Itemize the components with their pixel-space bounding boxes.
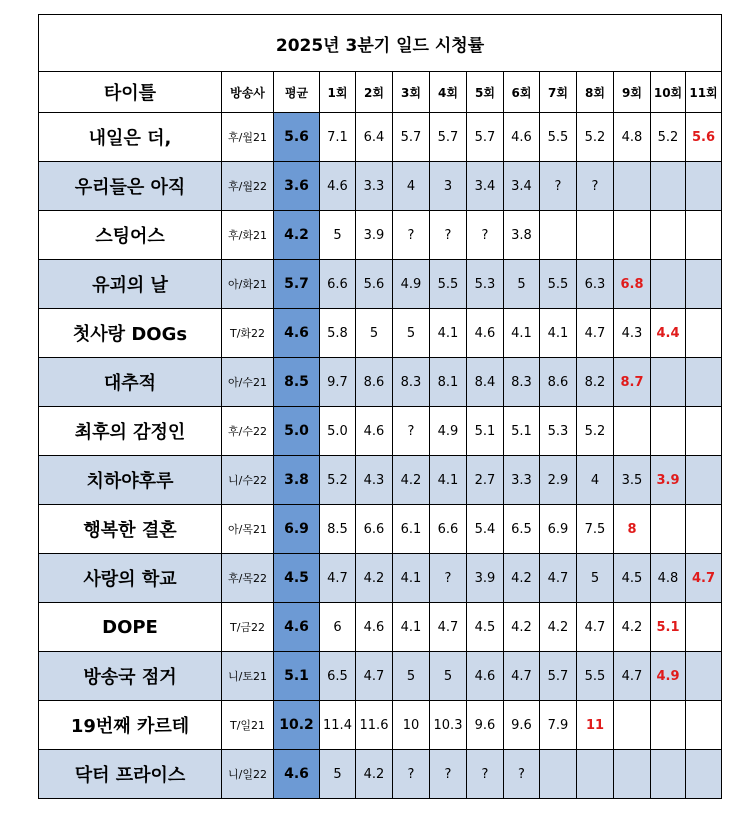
episode-rating-cell: 4.7 <box>320 554 356 603</box>
episode-rating-cell: 3.8 <box>504 211 540 260</box>
ratings-table <box>38 14 722 799</box>
episode-rating-cell: 5.7 <box>467 113 504 162</box>
broadcaster-cell: T/일21 <box>222 701 274 750</box>
episode-rating-cell: 6 <box>320 603 356 652</box>
episode-rating-cell <box>686 358 722 407</box>
episode-rating-cell: 4.2 <box>393 456 430 505</box>
episode-rating-cell: 5.7 <box>393 113 430 162</box>
episode-rating-cell <box>651 407 686 456</box>
episode-rating-cell <box>577 211 614 260</box>
broadcaster-cell: 아/목21 <box>222 505 274 554</box>
episode-rating-cell: 3.3 <box>504 456 540 505</box>
header-broadcaster: 방송사 <box>222 72 274 113</box>
episode-rating-cell: 9.7 <box>320 358 356 407</box>
episode-rating-cell: 5.5 <box>540 260 577 309</box>
episode-rating-cell: 6.6 <box>320 260 356 309</box>
header-episode: 7회 <box>540 72 577 113</box>
episode-rating-cell: 9.6 <box>504 701 540 750</box>
drama-title: 19번째 카르테 <box>39 701 222 750</box>
drama-title: 스팅어스 <box>39 211 222 260</box>
episode-rating-cell: 3 <box>430 162 467 211</box>
episode-rating-cell: 7.1 <box>320 113 356 162</box>
episode-rating-cell <box>614 211 651 260</box>
episode-rating-cell: 4.1 <box>393 603 430 652</box>
episode-rating-cell: 5.3 <box>467 260 504 309</box>
table-row <box>39 554 722 603</box>
episode-rating-cell: 4.7 <box>430 603 467 652</box>
episode-rating-cell: 4.9 <box>430 407 467 456</box>
broadcaster-cell: 니/일22 <box>222 750 274 799</box>
episode-rating-cell <box>540 750 577 799</box>
episode-rating-cell <box>577 750 614 799</box>
header-episode: 9회 <box>614 72 651 113</box>
episode-rating-cell <box>686 603 722 652</box>
episode-rating-cell: 4.6 <box>320 162 356 211</box>
episode-rating-cell: ? <box>467 750 504 799</box>
header-average: 평균 <box>274 72 320 113</box>
average-cell: 4.2 <box>274 211 320 260</box>
average-cell: 10.2 <box>274 701 320 750</box>
episode-rating-cell: 4.2 <box>540 603 577 652</box>
episode-rating-cell <box>651 211 686 260</box>
episode-rating-cell <box>651 701 686 750</box>
broadcaster-cell: 아/화21 <box>222 260 274 309</box>
episode-rating-cell: 7.5 <box>577 505 614 554</box>
episode-rating-cell <box>540 211 577 260</box>
episode-rating-cell: ? <box>393 750 430 799</box>
episode-rating-cell: 3.4 <box>467 162 504 211</box>
header-episode: 1회 <box>320 72 356 113</box>
table-row <box>39 652 722 701</box>
broadcaster-cell: 후/월21 <box>222 113 274 162</box>
episode-rating-cell: 9.6 <box>467 701 504 750</box>
drama-title: 사랑의 학교 <box>39 554 222 603</box>
episode-rating-cell: 3.3 <box>356 162 393 211</box>
episode-rating-cell: 8.2 <box>577 358 614 407</box>
episode-rating-cell: 4.1 <box>430 309 467 358</box>
episode-rating-cell: 4 <box>577 456 614 505</box>
episode-rating-cell: 4.6 <box>356 407 393 456</box>
episode-rating-cell: ? <box>430 750 467 799</box>
episode-rating-cell: 5.5 <box>577 652 614 701</box>
episode-rating-cell: 5.2 <box>651 113 686 162</box>
average-cell: 5.1 <box>274 652 320 701</box>
episode-rating-cell: 5 <box>504 260 540 309</box>
episode-rating-cell: 4.7 <box>540 554 577 603</box>
broadcaster-cell: 후/월22 <box>222 162 274 211</box>
drama-title: 치하야후루 <box>39 456 222 505</box>
header-episode: 11회 <box>686 72 722 113</box>
episode-rating-cell: 5.6 <box>356 260 393 309</box>
episode-rating-cell: 6.3 <box>577 260 614 309</box>
episode-rating-cell: 6.6 <box>430 505 467 554</box>
episode-rating-cell: 4.6 <box>467 309 504 358</box>
table-row <box>39 162 722 211</box>
episode-rating-cell: 5.1 <box>467 407 504 456</box>
header-title: 타이틀 <box>39 72 222 113</box>
episode-rating-cell: 4.2 <box>356 554 393 603</box>
average-cell: 4.5 <box>274 554 320 603</box>
episode-rating-cell: 4.4 <box>651 309 686 358</box>
episode-rating-cell: 10 <box>393 701 430 750</box>
average-cell: 4.6 <box>274 750 320 799</box>
table-row <box>39 750 722 799</box>
episode-rating-cell: ? <box>540 162 577 211</box>
average-cell: 5.6 <box>274 113 320 162</box>
episode-rating-cell: 5 <box>320 750 356 799</box>
episode-rating-cell: 4.1 <box>430 456 467 505</box>
episode-rating-cell: ? <box>577 162 614 211</box>
episode-rating-cell: 4 <box>393 162 430 211</box>
average-cell: 3.6 <box>274 162 320 211</box>
episode-rating-cell: 11.4 <box>320 701 356 750</box>
episode-rating-cell: 4.7 <box>686 554 722 603</box>
episode-rating-cell: ? <box>430 554 467 603</box>
episode-rating-cell: 4.2 <box>504 554 540 603</box>
table-row <box>39 701 722 750</box>
episode-rating-cell: 4.7 <box>577 603 614 652</box>
drama-title: 행복한 결혼 <box>39 505 222 554</box>
episode-rating-cell: 5.4 <box>467 505 504 554</box>
episode-rating-cell: 6.8 <box>614 260 651 309</box>
episode-rating-cell: 4.7 <box>504 652 540 701</box>
average-cell: 4.6 <box>274 603 320 652</box>
episode-rating-cell: 10.3 <box>430 701 467 750</box>
table-title: 2025년 3분기 일드 시청률 <box>39 15 722 72</box>
episode-rating-cell: 4.1 <box>393 554 430 603</box>
episode-rating-cell: 6.4 <box>356 113 393 162</box>
episode-rating-cell: ? <box>393 211 430 260</box>
episode-rating-cell: 6.9 <box>540 505 577 554</box>
header-episode: 8회 <box>577 72 614 113</box>
episode-rating-cell: 11 <box>577 701 614 750</box>
episode-rating-cell: 7.9 <box>540 701 577 750</box>
episode-rating-cell: 5 <box>393 652 430 701</box>
episode-rating-cell: 5.7 <box>430 113 467 162</box>
episode-rating-cell: 4.9 <box>393 260 430 309</box>
episode-rating-cell: 5.6 <box>686 113 722 162</box>
episode-rating-cell: 4.6 <box>356 603 393 652</box>
episode-rating-cell: 8.4 <box>467 358 504 407</box>
header-episode: 3회 <box>393 72 430 113</box>
episode-rating-cell: 5.0 <box>320 407 356 456</box>
episode-rating-cell: 5.2 <box>320 456 356 505</box>
header-episode: 10회 <box>651 72 686 113</box>
episode-rating-cell: 8.3 <box>504 358 540 407</box>
episode-rating-cell: 5 <box>577 554 614 603</box>
drama-title: 우리들은 아직 <box>39 162 222 211</box>
episode-rating-cell: ? <box>467 211 504 260</box>
episode-rating-cell: 4.5 <box>614 554 651 603</box>
drama-title: 유괴의 날 <box>39 260 222 309</box>
episode-rating-cell: 4.3 <box>614 309 651 358</box>
episode-rating-cell: 4.2 <box>614 603 651 652</box>
drama-title: 첫사랑 DOGs <box>39 309 222 358</box>
episode-rating-cell: ? <box>504 750 540 799</box>
episode-rating-cell: 8.7 <box>614 358 651 407</box>
episode-rating-cell <box>651 260 686 309</box>
episode-rating-cell: 5 <box>393 309 430 358</box>
average-cell: 3.8 <box>274 456 320 505</box>
episode-rating-cell: 5 <box>356 309 393 358</box>
table-row <box>39 309 722 358</box>
table-row <box>39 260 722 309</box>
episode-rating-cell: 5.3 <box>540 407 577 456</box>
episode-rating-cell: 8.1 <box>430 358 467 407</box>
episode-rating-cell: 4.1 <box>504 309 540 358</box>
episode-rating-cell: 6.6 <box>356 505 393 554</box>
episode-rating-cell: 4.7 <box>356 652 393 701</box>
episode-rating-cell <box>686 652 722 701</box>
episode-rating-cell <box>614 750 651 799</box>
drama-title: 최후의 감정인 <box>39 407 222 456</box>
episode-rating-cell: 5 <box>320 211 356 260</box>
episode-rating-cell <box>686 211 722 260</box>
episode-rating-cell: 8.6 <box>540 358 577 407</box>
episode-rating-cell: ? <box>430 211 467 260</box>
episode-rating-cell <box>686 750 722 799</box>
episode-rating-cell: 4.7 <box>577 309 614 358</box>
drama-title: DOPE <box>39 603 222 652</box>
episode-rating-cell <box>686 701 722 750</box>
episode-rating-cell: 3.4 <box>504 162 540 211</box>
broadcaster-cell: 후/화21 <box>222 211 274 260</box>
episode-rating-cell: 5 <box>430 652 467 701</box>
episode-rating-cell: 2.7 <box>467 456 504 505</box>
episode-rating-cell: 8.6 <box>356 358 393 407</box>
episode-rating-cell: 6.1 <box>393 505 430 554</box>
episode-rating-cell: 4.8 <box>651 554 686 603</box>
table-row <box>39 407 722 456</box>
episode-rating-cell: 5.8 <box>320 309 356 358</box>
episode-rating-cell <box>686 456 722 505</box>
drama-title: 방송국 점거 <box>39 652 222 701</box>
header-episode: 6회 <box>504 72 540 113</box>
episode-rating-cell: 8.3 <box>393 358 430 407</box>
average-cell: 5.0 <box>274 407 320 456</box>
broadcaster-cell: 아/수21 <box>222 358 274 407</box>
episode-rating-cell: 5.1 <box>651 603 686 652</box>
episode-rating-cell <box>614 701 651 750</box>
drama-title: 대추적 <box>39 358 222 407</box>
episode-rating-cell <box>686 162 722 211</box>
episode-rating-cell: 4.6 <box>504 113 540 162</box>
episode-rating-cell <box>614 407 651 456</box>
episode-rating-cell: 4.9 <box>651 652 686 701</box>
episode-rating-cell: 3.9 <box>651 456 686 505</box>
average-cell: 5.7 <box>274 260 320 309</box>
episode-rating-cell <box>651 505 686 554</box>
episode-rating-cell: 4.6 <box>467 652 504 701</box>
episode-rating-cell: 5.7 <box>540 652 577 701</box>
average-cell: 4.6 <box>274 309 320 358</box>
table-row <box>39 603 722 652</box>
episode-rating-cell: ? <box>393 407 430 456</box>
episode-rating-cell: 4.8 <box>614 113 651 162</box>
table-row <box>39 505 722 554</box>
episode-rating-cell: 3.9 <box>467 554 504 603</box>
episode-rating-cell: 5.2 <box>577 113 614 162</box>
header-episode: 4회 <box>430 72 467 113</box>
episode-rating-cell <box>686 505 722 554</box>
average-cell: 8.5 <box>274 358 320 407</box>
broadcaster-cell: 니/수22 <box>222 456 274 505</box>
average-cell: 6.9 <box>274 505 320 554</box>
episode-rating-cell <box>686 260 722 309</box>
episode-rating-cell: 5.2 <box>577 407 614 456</box>
episode-rating-cell: 8.5 <box>320 505 356 554</box>
episode-rating-cell: 3.5 <box>614 456 651 505</box>
episode-rating-cell: 4.3 <box>356 456 393 505</box>
episode-rating-cell: 5.5 <box>430 260 467 309</box>
episode-rating-cell: 4.1 <box>540 309 577 358</box>
episode-rating-cell <box>686 309 722 358</box>
episode-rating-cell <box>651 750 686 799</box>
episode-rating-cell: 4.7 <box>614 652 651 701</box>
episode-rating-cell: 6.5 <box>320 652 356 701</box>
episode-rating-cell: 5.1 <box>504 407 540 456</box>
episode-rating-cell: 5.5 <box>540 113 577 162</box>
episode-rating-cell <box>686 407 722 456</box>
drama-title: 내일은 더, <box>39 113 222 162</box>
broadcaster-cell: T/화22 <box>222 309 274 358</box>
episode-rating-cell <box>614 162 651 211</box>
drama-title: 닥터 프라이스 <box>39 750 222 799</box>
header-episode: 2회 <box>356 72 393 113</box>
episode-rating-cell: 11.6 <box>356 701 393 750</box>
episode-rating-cell <box>651 358 686 407</box>
episode-rating-cell: 4.5 <box>467 603 504 652</box>
episode-rating-cell: 6.5 <box>504 505 540 554</box>
table-row <box>39 113 722 162</box>
broadcaster-cell: 후/목22 <box>222 554 274 603</box>
broadcaster-cell: 니/토21 <box>222 652 274 701</box>
header-episode: 5회 <box>467 72 504 113</box>
episode-rating-cell: 4.2 <box>504 603 540 652</box>
episode-rating-cell: 4.2 <box>356 750 393 799</box>
table-row <box>39 358 722 407</box>
broadcaster-cell: T/금22 <box>222 603 274 652</box>
table-row <box>39 211 722 260</box>
episode-rating-cell: 8 <box>614 505 651 554</box>
episode-rating-cell: 2.9 <box>540 456 577 505</box>
broadcaster-cell: 후/수22 <box>222 407 274 456</box>
table-row <box>39 456 722 505</box>
episode-rating-cell: 3.9 <box>356 211 393 260</box>
episode-rating-cell <box>651 162 686 211</box>
